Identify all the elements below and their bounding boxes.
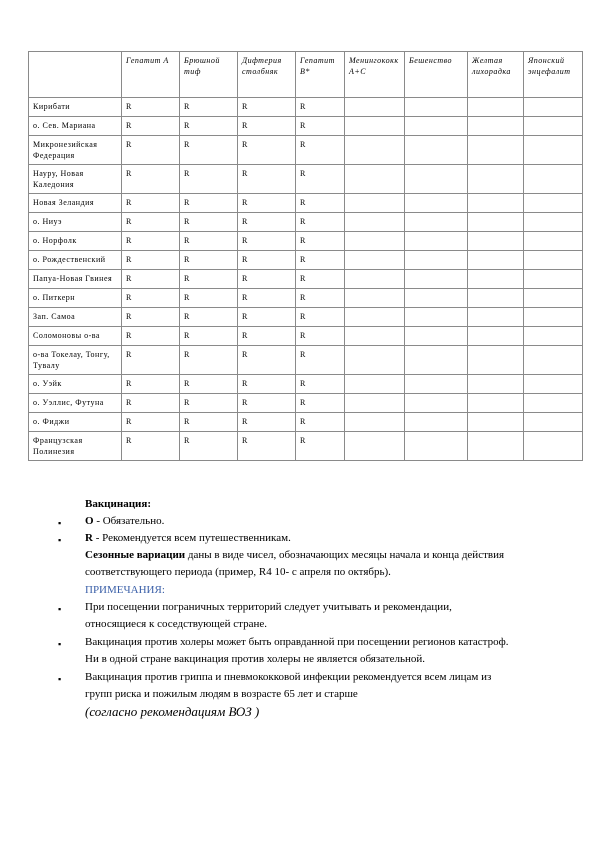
- recommendation-cell: [345, 270, 405, 289]
- recommendation-cell: R: [180, 232, 238, 251]
- recommendation-cell: R: [296, 432, 345, 461]
- recommendation-cell: R: [122, 289, 180, 308]
- recommendation-cell: [524, 251, 583, 270]
- recommendation-cell: R: [296, 394, 345, 413]
- country-cell: о. Ниуэ: [29, 213, 122, 232]
- country-cell: о. Рождественский: [29, 251, 122, 270]
- recommendation-cell: [524, 232, 583, 251]
- remark-2-line-2: Ни в одной стране вакцинация против холеры не является обязательной.: [85, 653, 426, 665]
- recommendation-cell: R: [296, 289, 345, 308]
- table-row: [29, 117, 583, 136]
- table-row: [29, 136, 583, 165]
- recommendation-cell: R: [296, 346, 345, 375]
- recommendation-cell: R: [238, 327, 296, 346]
- country-cell: Новая Зеландия: [29, 194, 122, 213]
- recommendation-cell: [345, 308, 405, 327]
- vaccination-table: [28, 51, 583, 461]
- recommendation-cell: R: [296, 117, 345, 136]
- recommendation-cell: R: [238, 270, 296, 289]
- recommendation-cell: [468, 117, 524, 136]
- recommendation-cell: R: [180, 346, 238, 375]
- recommendation-cell: R: [122, 270, 180, 289]
- recommendation-cell: R: [238, 232, 296, 251]
- recommendation-cell: [405, 136, 468, 165]
- recommendation-cell: R: [238, 251, 296, 270]
- recommendation-cell: [405, 346, 468, 375]
- seasonal-label: Сезонные вариации: [85, 549, 186, 561]
- recommendation-cell: R: [122, 346, 180, 375]
- recommendation-cell: R: [122, 194, 180, 213]
- remark-1-line-2: относящиеся к соседствующей стране.: [85, 618, 268, 630]
- recommendation-cell: [345, 251, 405, 270]
- recommendation-cell: R: [296, 165, 345, 194]
- table-header: [29, 52, 583, 98]
- recommendation-cell: R: [122, 251, 180, 270]
- recommendation-cell: [524, 98, 583, 117]
- recommendation-cell: R: [180, 165, 238, 194]
- country-cell: Папуа-Новая Гвинея: [29, 270, 122, 289]
- recommendation-cell: [468, 136, 524, 165]
- country-cell: Французская Полинезия: [29, 432, 122, 461]
- legend-o-code: O: [85, 515, 94, 527]
- recommendation-cell: [524, 394, 583, 413]
- recommendation-cell: [524, 432, 583, 461]
- recommendation-cell: [524, 165, 583, 194]
- seasonal-text-1: даны в виде чисел, обозначающих месяцы начала и конца действия: [185, 549, 505, 561]
- recommendation-cell: [345, 194, 405, 213]
- header-vaccine-cell: Японский энцефалит: [524, 52, 583, 98]
- recommendation-cell: R: [122, 375, 180, 394]
- seasonal-line-1: [85, 547, 504, 564]
- recommendation-cell: [405, 117, 468, 136]
- legend-o: [85, 513, 164, 530]
- header-vaccine-cell: Бешенство: [405, 52, 468, 98]
- table-row: [29, 232, 583, 251]
- recommendation-cell: R: [122, 98, 180, 117]
- recommendation-cell: [468, 327, 524, 346]
- remark-3-line-1: Вакцинация против гриппа и пневмококковой инфекции рекомендуется всем лицам из: [85, 671, 492, 683]
- recommendation-cell: R: [180, 394, 238, 413]
- recommendation-cell: [345, 327, 405, 346]
- vaccination-heading: Вакцинация:: [85, 498, 151, 510]
- table-row: [29, 194, 583, 213]
- legend-o-text: - Обязательно.: [93, 515, 165, 527]
- recommendation-cell: [405, 194, 468, 213]
- legend-r-code: R: [85, 532, 93, 544]
- remarks-heading: ПРИМЕЧАНИЯ:: [85, 584, 165, 596]
- recommendation-cell: R: [238, 136, 296, 165]
- recommendation-cell: [405, 289, 468, 308]
- recommendation-cell: R: [122, 213, 180, 232]
- bullet-o: ▪: [58, 518, 62, 528]
- seasonal-line-2: соответствующего периода (пример, R4 10- с апреля по октябрь).: [85, 566, 391, 578]
- recommendation-cell: [345, 375, 405, 394]
- recommendation-cell: [524, 375, 583, 394]
- recommendation-cell: R: [238, 213, 296, 232]
- recommendation-cell: R: [238, 346, 296, 375]
- recommendation-cell: [468, 413, 524, 432]
- country-cell: о. Фиджи: [29, 413, 122, 432]
- recommendation-cell: [468, 165, 524, 194]
- recommendation-cell: [468, 251, 524, 270]
- table-row: [29, 213, 583, 232]
- header-country-cell: [29, 52, 122, 98]
- recommendation-cell: R: [296, 232, 345, 251]
- country-cell: о. Уэйк: [29, 375, 122, 394]
- recommendation-cell: [468, 98, 524, 117]
- recommendation-cell: [524, 117, 583, 136]
- recommendation-cell: [524, 289, 583, 308]
- recommendation-cell: [524, 213, 583, 232]
- table-row: [29, 308, 583, 327]
- recommendation-cell: R: [296, 413, 345, 432]
- recommendation-cell: R: [180, 289, 238, 308]
- recommendation-cell: [345, 98, 405, 117]
- country-cell: о. Питкерн: [29, 289, 122, 308]
- recommendation-cell: [405, 413, 468, 432]
- recommendation-cell: R: [180, 413, 238, 432]
- recommendation-cell: [405, 375, 468, 394]
- recommendation-cell: R: [180, 213, 238, 232]
- recommendation-cell: R: [180, 251, 238, 270]
- header-vaccine-cell: Менингококк А+С: [345, 52, 405, 98]
- recommendation-cell: R: [180, 327, 238, 346]
- recommendation-cell: [468, 289, 524, 308]
- table-row: [29, 270, 583, 289]
- recommendation-cell: [524, 413, 583, 432]
- recommendation-cell: R: [238, 194, 296, 213]
- recommendation-cell: R: [238, 117, 296, 136]
- recommendation-cell: [405, 327, 468, 346]
- recommendation-cell: [345, 346, 405, 375]
- header-vaccine-cell: Гепатит А: [122, 52, 180, 98]
- recommendation-cell: R: [296, 213, 345, 232]
- table-row: [29, 98, 583, 117]
- recommendation-cell: R: [296, 251, 345, 270]
- header-vaccine-cell: Брюшной тиф: [180, 52, 238, 98]
- table-row: [29, 327, 583, 346]
- recommendation-cell: R: [238, 308, 296, 327]
- table-row: [29, 432, 583, 461]
- table-row: [29, 413, 583, 432]
- recommendation-cell: R: [296, 270, 345, 289]
- recommendation-cell: [524, 346, 583, 375]
- bullet-remark-1: ▪: [58, 604, 62, 614]
- bullet-r: ▪: [58, 535, 62, 545]
- table-row: [29, 251, 583, 270]
- recommendation-cell: R: [296, 308, 345, 327]
- recommendation-cell: [468, 213, 524, 232]
- recommendation-cell: R: [122, 232, 180, 251]
- remark-2-line-1: Вакцинация против холеры может быть оправданной при посещении регионов катастроф.: [85, 636, 509, 648]
- recommendation-cell: R: [180, 270, 238, 289]
- recommendation-cell: R: [238, 98, 296, 117]
- recommendation-cell: R: [122, 413, 180, 432]
- legend-r: [85, 530, 291, 547]
- table-row: [29, 375, 583, 394]
- table-row: [29, 346, 583, 375]
- recommendation-cell: R: [238, 289, 296, 308]
- recommendation-cell: [405, 165, 468, 194]
- recommendation-cell: [405, 308, 468, 327]
- recommendation-cell: [468, 346, 524, 375]
- recommendation-cell: [405, 213, 468, 232]
- country-cell: о-ва Токелау, Тонгу, Тувалу: [29, 346, 122, 375]
- recommendation-cell: R: [238, 394, 296, 413]
- recommendation-cell: [345, 394, 405, 413]
- recommendation-cell: [524, 327, 583, 346]
- country-cell: Кирибати: [29, 98, 122, 117]
- recommendation-cell: [345, 232, 405, 251]
- country-cell: Соломоновы о-ва: [29, 327, 122, 346]
- country-cell: о. Сев. Мариана: [29, 117, 122, 136]
- recommendation-cell: R: [238, 375, 296, 394]
- table-body: [29, 98, 583, 461]
- header-vaccine-cell: Дифтерия столбняк: [238, 52, 296, 98]
- header-vaccine-cell: Желтая лихорадка: [468, 52, 524, 98]
- recommendation-cell: R: [180, 375, 238, 394]
- recommendation-cell: R: [122, 432, 180, 461]
- country-cell: Микронезийская Федерация: [29, 136, 122, 165]
- recommendation-cell: R: [238, 432, 296, 461]
- recommendation-cell: R: [296, 136, 345, 165]
- country-cell: Зап. Самоа: [29, 308, 122, 327]
- recommendation-cell: [468, 270, 524, 289]
- recommendation-cell: [345, 413, 405, 432]
- recommendation-cell: R: [296, 375, 345, 394]
- recommendation-cell: [405, 98, 468, 117]
- legend-r-text: - Рекомендуется всем путешественникам.: [92, 532, 291, 544]
- recommendation-cell: [468, 394, 524, 413]
- recommendation-cell: R: [180, 194, 238, 213]
- recommendation-cell: R: [180, 117, 238, 136]
- recommendation-cell: [345, 289, 405, 308]
- recommendation-cell: R: [180, 136, 238, 165]
- recommendation-cell: [345, 432, 405, 461]
- bullet-remark-2: ▪: [58, 639, 62, 649]
- recommendation-cell: [405, 232, 468, 251]
- recommendation-cell: [524, 194, 583, 213]
- table-row: [29, 394, 583, 413]
- recommendation-cell: [345, 136, 405, 165]
- recommendation-cell: [345, 213, 405, 232]
- recommendation-cell: [524, 136, 583, 165]
- remark-3-line-2: групп риска и пожилым людям в возрасте 65 лет и старше: [85, 688, 358, 700]
- remark-1-line-1: При посещении пограничных территорий следует учитывать и рекомендации,: [85, 601, 452, 613]
- recommendation-cell: R: [296, 194, 345, 213]
- header-vaccine-cell: Гепатит В*: [296, 52, 345, 98]
- source-note: (согласно рекомендациям ВОЗ ): [85, 704, 260, 719]
- recommendation-cell: R: [296, 98, 345, 117]
- recommendation-cell: [345, 165, 405, 194]
- recommendation-cell: R: [238, 413, 296, 432]
- table-row: [29, 165, 583, 194]
- recommendation-cell: R: [122, 308, 180, 327]
- recommendation-cell: [405, 432, 468, 461]
- bullet-remark-3: ▪: [58, 674, 62, 684]
- recommendation-cell: [524, 308, 583, 327]
- recommendation-cell: [405, 270, 468, 289]
- recommendation-cell: R: [180, 432, 238, 461]
- recommendation-cell: [345, 117, 405, 136]
- country-cell: о. Уэллис, Футуна: [29, 394, 122, 413]
- recommendation-cell: R: [296, 327, 345, 346]
- header-row: [29, 52, 583, 98]
- country-cell: Науру, Новая Каледония: [29, 165, 122, 194]
- recommendation-cell: [468, 194, 524, 213]
- recommendation-cell: R: [122, 165, 180, 194]
- recommendation-cell: [468, 232, 524, 251]
- table-row: [29, 289, 583, 308]
- recommendation-cell: [405, 394, 468, 413]
- recommendation-cell: [468, 308, 524, 327]
- recommendation-cell: [468, 432, 524, 461]
- recommendation-cell: [468, 375, 524, 394]
- recommendation-cell: [405, 251, 468, 270]
- recommendation-cell: [524, 270, 583, 289]
- recommendation-cell: R: [122, 327, 180, 346]
- recommendation-cell: R: [122, 136, 180, 165]
- recommendation-cell: R: [122, 394, 180, 413]
- recommendation-cell: R: [180, 98, 238, 117]
- recommendation-cell: R: [238, 165, 296, 194]
- country-cell: о. Норфолк: [29, 232, 122, 251]
- recommendation-cell: R: [122, 117, 180, 136]
- recommendation-cell: R: [180, 308, 238, 327]
